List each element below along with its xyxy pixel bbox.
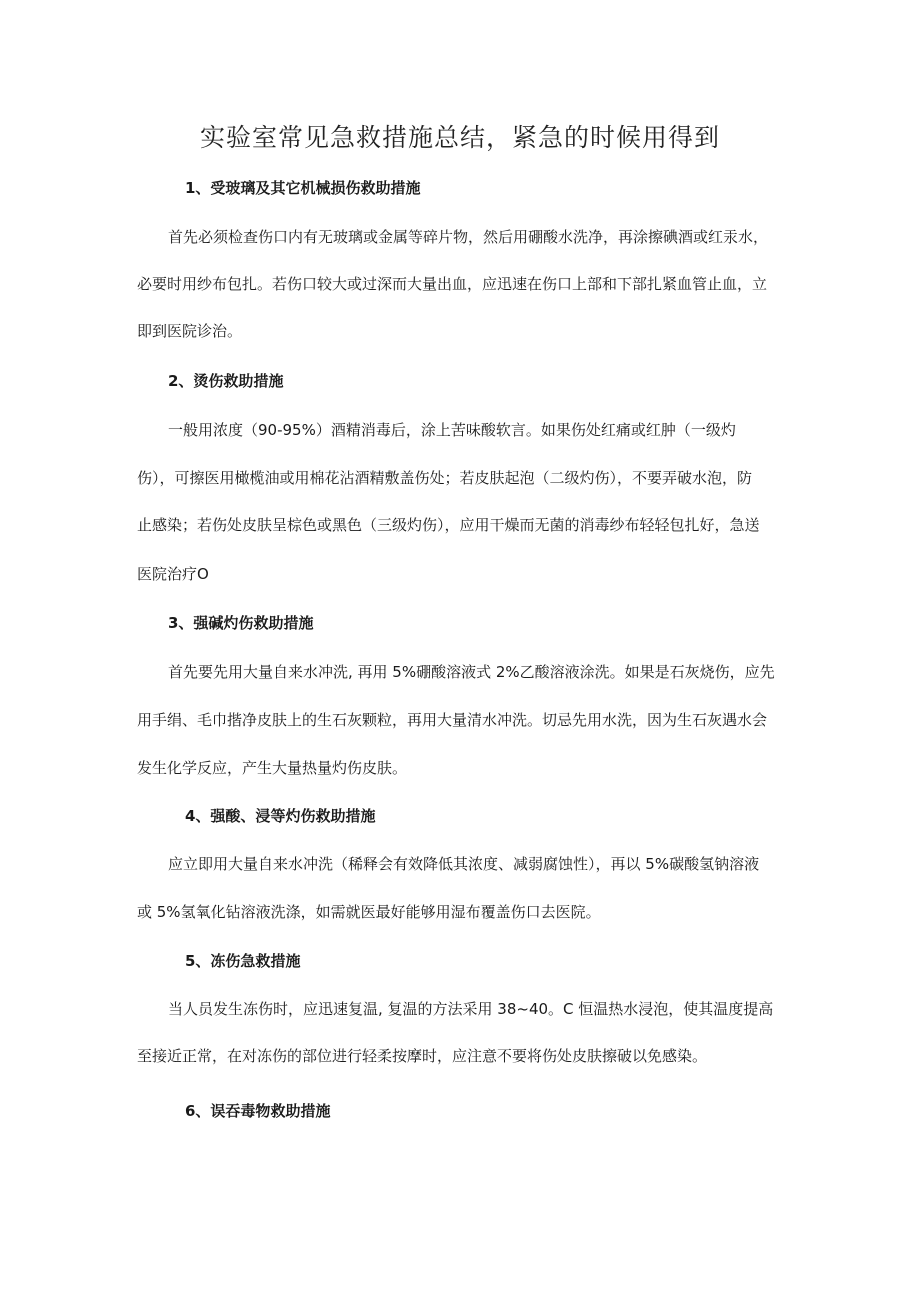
paragraph-line: 伤），可擦医用橄榄油或用棉花沾酒精敷盖伤处；若皮肤起泡（二级灼伤），不要弄破水泡，防 — [137, 469, 753, 487]
paragraph-line: 首先要先用大量自来水冲洗, 再用 5%硼酸溶液式 2%乙酸溶液涂洗。如果是石灰烧伤，应先 — [168, 663, 775, 681]
paragraph-line: 应立即用大量自来水冲洗（稀释会有效降低其浓度、减弱腐蚀性），再以 5%碳酸氢钠溶液 — [168, 855, 760, 873]
section-heading: 4、强酸、浸等灼伤救助措施 — [185, 807, 376, 825]
paragraph-line: 发生化学反应，产生大量热量灼伤皮肤。 — [137, 759, 408, 777]
document-title: 实验室常见急救措施总结，紧急的时候用得到 — [199, 123, 720, 152]
paragraph-line: 即到医院诊治。 — [137, 322, 243, 340]
paragraph-line: 至接近正常，在对冻伤的部位进行轻柔按摩时，应注意不要将伤处皮肤擦破以免感染。 — [137, 1047, 708, 1065]
paragraph-line: 首先必须检查伤口内有无玻璃或金属等碎片物，然后用硼酸水洗净，再涂擦碘酒或红汞水， — [168, 228, 769, 246]
section-heading: 2、烫伤救助措施 — [168, 372, 284, 390]
paragraph-line: 当人员发生冻伤时，应迅速复温, 复温的方法采用 38~40。C 恒温热水浸泡，使其温度提高 — [168, 1000, 774, 1018]
section-heading: 3、强碱灼伤救助措施 — [168, 614, 314, 632]
paragraph-line: 医院治疗O — [137, 565, 209, 583]
section-heading: 1、受玻璃及其它机械损伤救助措施 — [185, 179, 421, 197]
paragraph-line: 用手绢、毛巾揩净皮肤上的生石灰颗粒，再用大量清水冲洗。切忌先用水洗，因为生石灰遇水会 — [137, 711, 768, 729]
paragraph-line: 止感染；若伤处皮肤呈棕色或黑色（三级灼伤），应用干燥而无菌的消毒纱布轻轻包扎好，急送 — [137, 516, 760, 534]
paragraph-line: 一般用浓度（90-95%）酒精消毒后，涂上苦味酸软言。如果伤处红痛或红肿（一级灼 — [168, 421, 736, 439]
paragraph-line: 或 5%氢氧化钻溶液洗涤，如需就医最好能够用湿布覆盖伤口去医院。 — [137, 903, 601, 921]
paragraph-line: 必要时用纱布包扎。若伤口较大或过深而大量出血，应迅速在伤口上部和下部扎紧血管止血，立 — [137, 275, 768, 293]
section-heading: 6、误吞毒物救助措施 — [185, 1102, 331, 1120]
section-heading: 5、冻伤急救措施 — [185, 952, 301, 970]
